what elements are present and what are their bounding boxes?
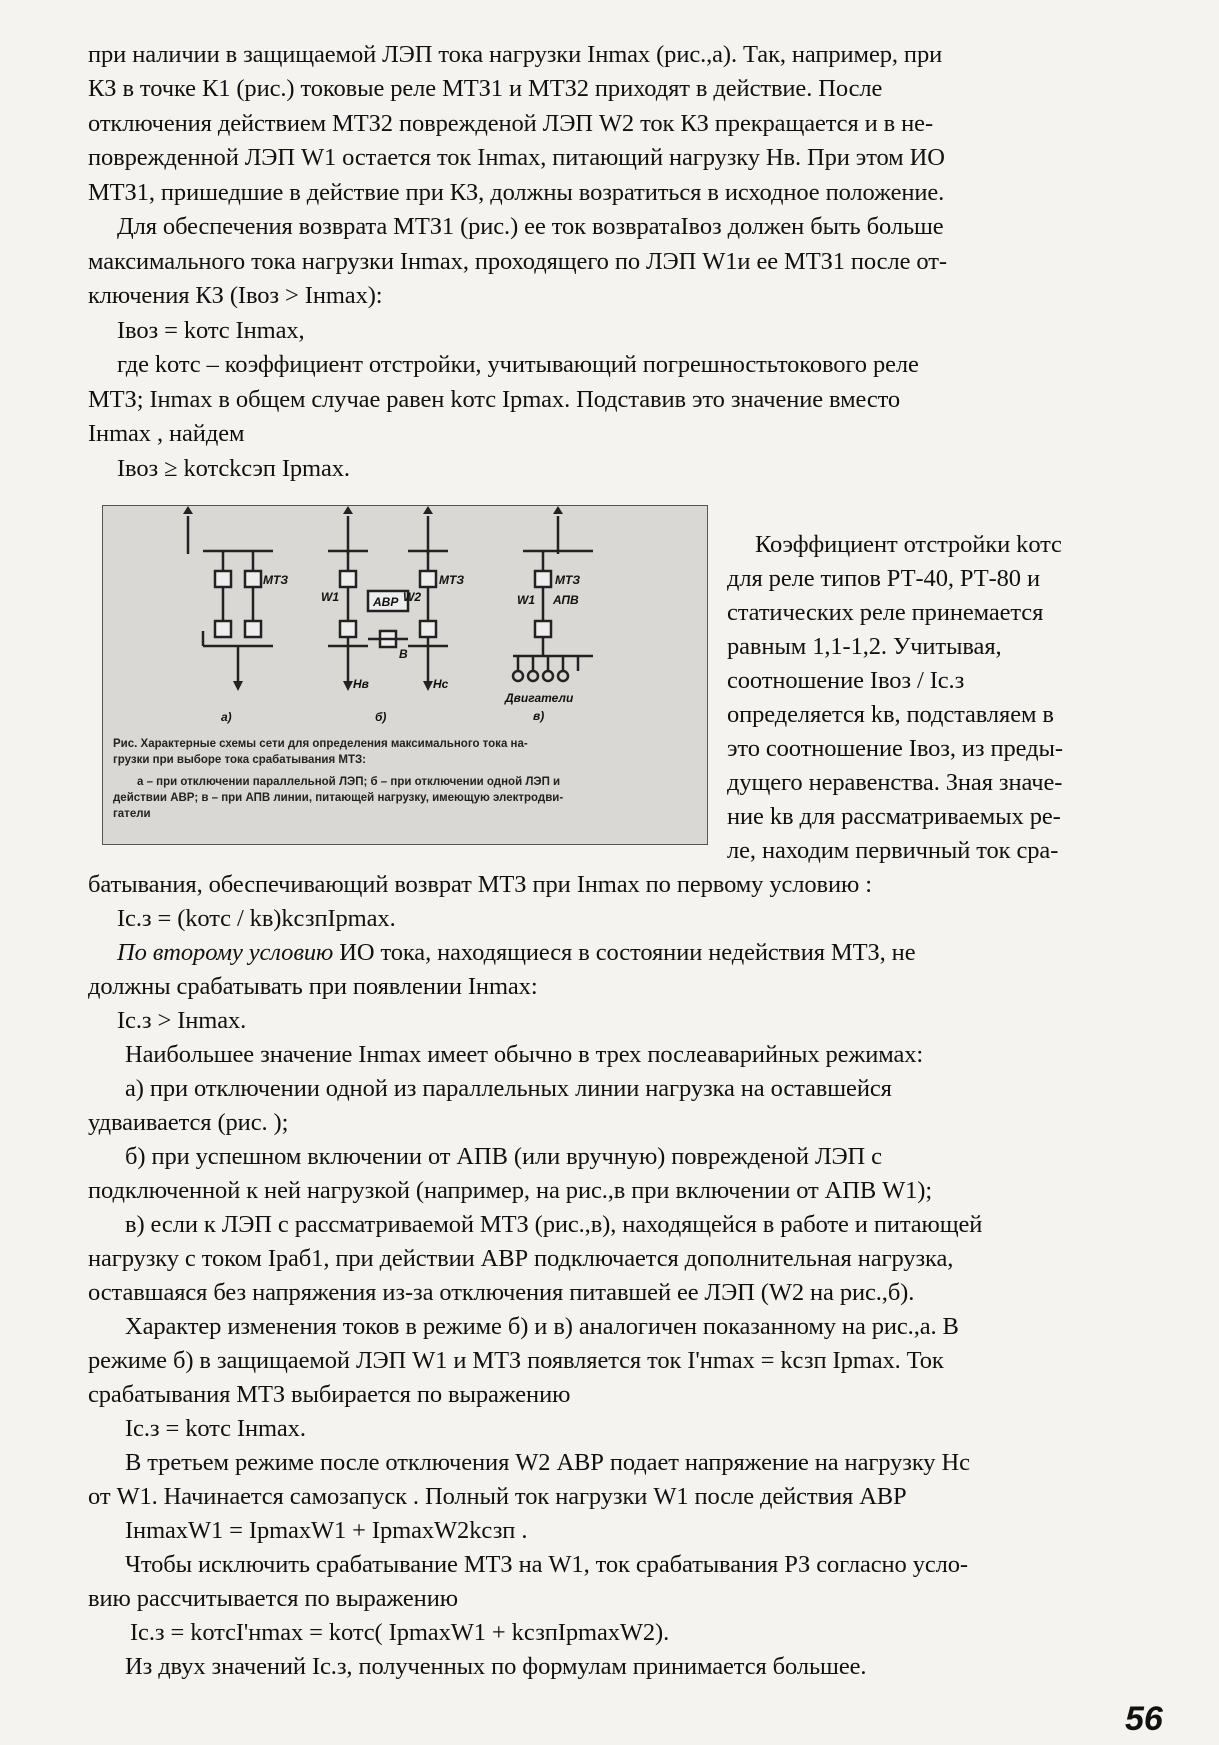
text-line: Из двух значений Iс.з, полученных по формулам принимается большее.	[125, 1653, 867, 1680]
text-line: МТЗ; Iнmax в общем случае равен kотс Iрmax. Подставив это значение вместо	[88, 386, 901, 413]
text-line: нагрузку с током Iраб1, при действии АВР подключается дополнительная нагрузка,	[88, 1245, 954, 1272]
text-line: должны срабатывать при появлении Iнmax:	[88, 973, 538, 1000]
text-line: В третьем режиме после отключения W2 АВР подает напряжение на нагрузку Нс	[125, 1449, 970, 1476]
text-line: дущего неравенства. Зная значе-	[727, 769, 1063, 796]
text-line: режиме б) в защищаемой ЛЭП W1 и МТЗ появляется ток I'нmax = kсзп Iрmax. Ток	[88, 1347, 944, 1374]
text-line: МТЗ1, пришедшие в действие при КЗ, должны возратиться в исходное положение.	[88, 179, 945, 206]
text-line: это соотношение Iвоз, из преды-	[727, 735, 1063, 762]
text-line: определяется kв, подставляем в	[727, 701, 1054, 728]
text-line: соотношение Iвоз / Iс.з	[727, 667, 965, 694]
label-scheme-b: б)	[375, 710, 387, 724]
text-line: батывания, обеспечивающий возврат МТЗ при Iнmax по первому условию :	[88, 871, 872, 898]
label-mtz-a: МТЗ	[263, 573, 289, 587]
text-line: оставшаяся без напряжения из-за отключения питавшей ее ЛЭП (W2 на рис.,б).	[88, 1279, 915, 1306]
figure-caption-line: грузки при выборе тока срабатывания МТЗ:	[113, 754, 367, 766]
circuit-figure	[102, 505, 708, 845]
formula-line: Iс.з = kотс Iнmax.	[125, 1415, 306, 1442]
text-line: статических реле принемается	[727, 599, 1044, 626]
figure-caption-line: гатели	[113, 808, 151, 820]
text-line: Коэффициент отстройки kотс	[755, 531, 1062, 558]
text-line: ние kв для рассматриваемых ре-	[727, 803, 1061, 830]
formula-line: Iс.з > Iнmax.	[117, 1007, 247, 1034]
formula-line: Iс.з = kотсI'нmax = kотс( IрmaxW1 + kсзпIрmaxW2).	[130, 1619, 670, 1646]
label-mtz-v: МТЗ	[555, 573, 581, 587]
label-b: В	[399, 647, 408, 661]
figure-caption-line: а – при отключении параллельной ЛЭП; б – при отключении одной ЛЭП и	[137, 776, 561, 788]
text-line: б) при успешном включении от АПВ (или вручную) поврежденой ЛЭП с	[125, 1143, 882, 1170]
label-scheme-a: а)	[221, 710, 232, 724]
text-line: ле, находим первичный ток сра-	[727, 837, 1059, 864]
text-line: от W1. Начинается самозапуск . Полный ток нагрузки W1 после действия АВР	[88, 1483, 907, 1510]
label-w1-b: W1	[321, 590, 339, 604]
text-line: равным 1,1-1,2. Учитывая,	[727, 633, 1002, 660]
text-line: срабатывания МТЗ выбирается по выражению	[88, 1381, 571, 1408]
formula-line: Iс.з = (kотс / kв)kсзпIрmax.	[117, 905, 396, 932]
text-line: удваивается (рис. );	[88, 1109, 289, 1136]
text-line: Наибольшее значение Iнmax имеет обычно в трех послеаварийных режимах:	[125, 1041, 924, 1068]
italic-phrase: По второму условию	[117, 939, 334, 966]
text-line: Для обеспечения возврата МТЗ1 (рис.) ее ток возвратаIвоз должен быть больше	[117, 213, 944, 240]
text-line: где kотс – коэффициент отстройки, учитывающий погрешностьтокового реле	[117, 351, 919, 378]
label-w2-b: W2	[403, 590, 421, 604]
text-line: Характер изменения токов в режиме б) и в) аналогичен показанному на рис.,а. В	[125, 1313, 959, 1340]
formula-line: Iвоз = kотс Iнmax,	[117, 317, 305, 344]
label-mtz-b: МТЗ	[439, 573, 465, 587]
text-line: подключенной к ней нагрузкой (например, на рис.,в при включении от АПВ W1);	[88, 1177, 933, 1204]
label-apv: АПВ	[553, 593, 579, 607]
label-motors: Двигатели	[505, 691, 574, 705]
text-line: КЗ в точке К1 (рис.) токовые реле МТЗ1 и МТЗ2 приходят в действие. После	[88, 75, 883, 102]
text-line: в) если к ЛЭП с рассматриваемой МТЗ (рис.,в), находящейся в работе и питающей	[125, 1211, 983, 1238]
text-line: Iнmax , найдем	[88, 420, 245, 447]
figure-caption-line: Рис. Характерные схемы сети для определения максимального тока на-	[113, 738, 528, 750]
text-line: а) при отключении одной из параллельных линии нагрузка на оставшейся	[125, 1075, 892, 1102]
text-line: отключения действием МТЗ2 поврежденой ЛЭП W2 ток КЗ прекращается и в не-	[88, 110, 934, 137]
label-scheme-v: в)	[533, 709, 545, 723]
text-line: Чтобы исключить срабатывание МТЗ на W1, ток срабатывания РЗ согласно усло-	[125, 1551, 968, 1578]
formula-line: IнmaxW1 = IрmaxW1 + IрmaxW2kсзп .	[125, 1517, 528, 1544]
text-line	[117, 938, 915, 968]
label-hv: Нв	[353, 677, 369, 691]
label-w1-v: W1	[517, 593, 535, 607]
text-line: максимального тока нагрузки Iнmax, проходящего по ЛЭП W1и ее МТЗ1 после от-	[88, 248, 947, 275]
figure-caption-line: действии АВР; в – при АПВ линии, питающей нагрузку, имеющую электродви-	[113, 792, 564, 804]
text-line: поврежденной ЛЭП W1 остается ток Iнmax, питающий нагрузку Нв. При этом ИО	[88, 144, 945, 171]
text-phrase: ИО тока, находящиеся в состоянии недействия МТЗ, не	[333, 939, 916, 966]
formula-line: Iвоз ≥ kотсkсэп Iрmax.	[117, 455, 350, 482]
text-line: ключения КЗ (Iвоз > Iнmax):	[88, 282, 383, 309]
text-line: для реле типов РТ-40, РТ-80 и	[727, 565, 1040, 592]
page-number: 56	[1125, 1700, 1163, 1738]
text-line: при наличии в защищаемой ЛЭП тока нагрузки Iнmax (рис.,а). Так, например, при	[88, 41, 943, 68]
text-line: вию рассчитывается по выражению	[88, 1585, 458, 1612]
label-avr: АВР	[373, 595, 399, 609]
label-hc: Нс	[433, 677, 449, 691]
